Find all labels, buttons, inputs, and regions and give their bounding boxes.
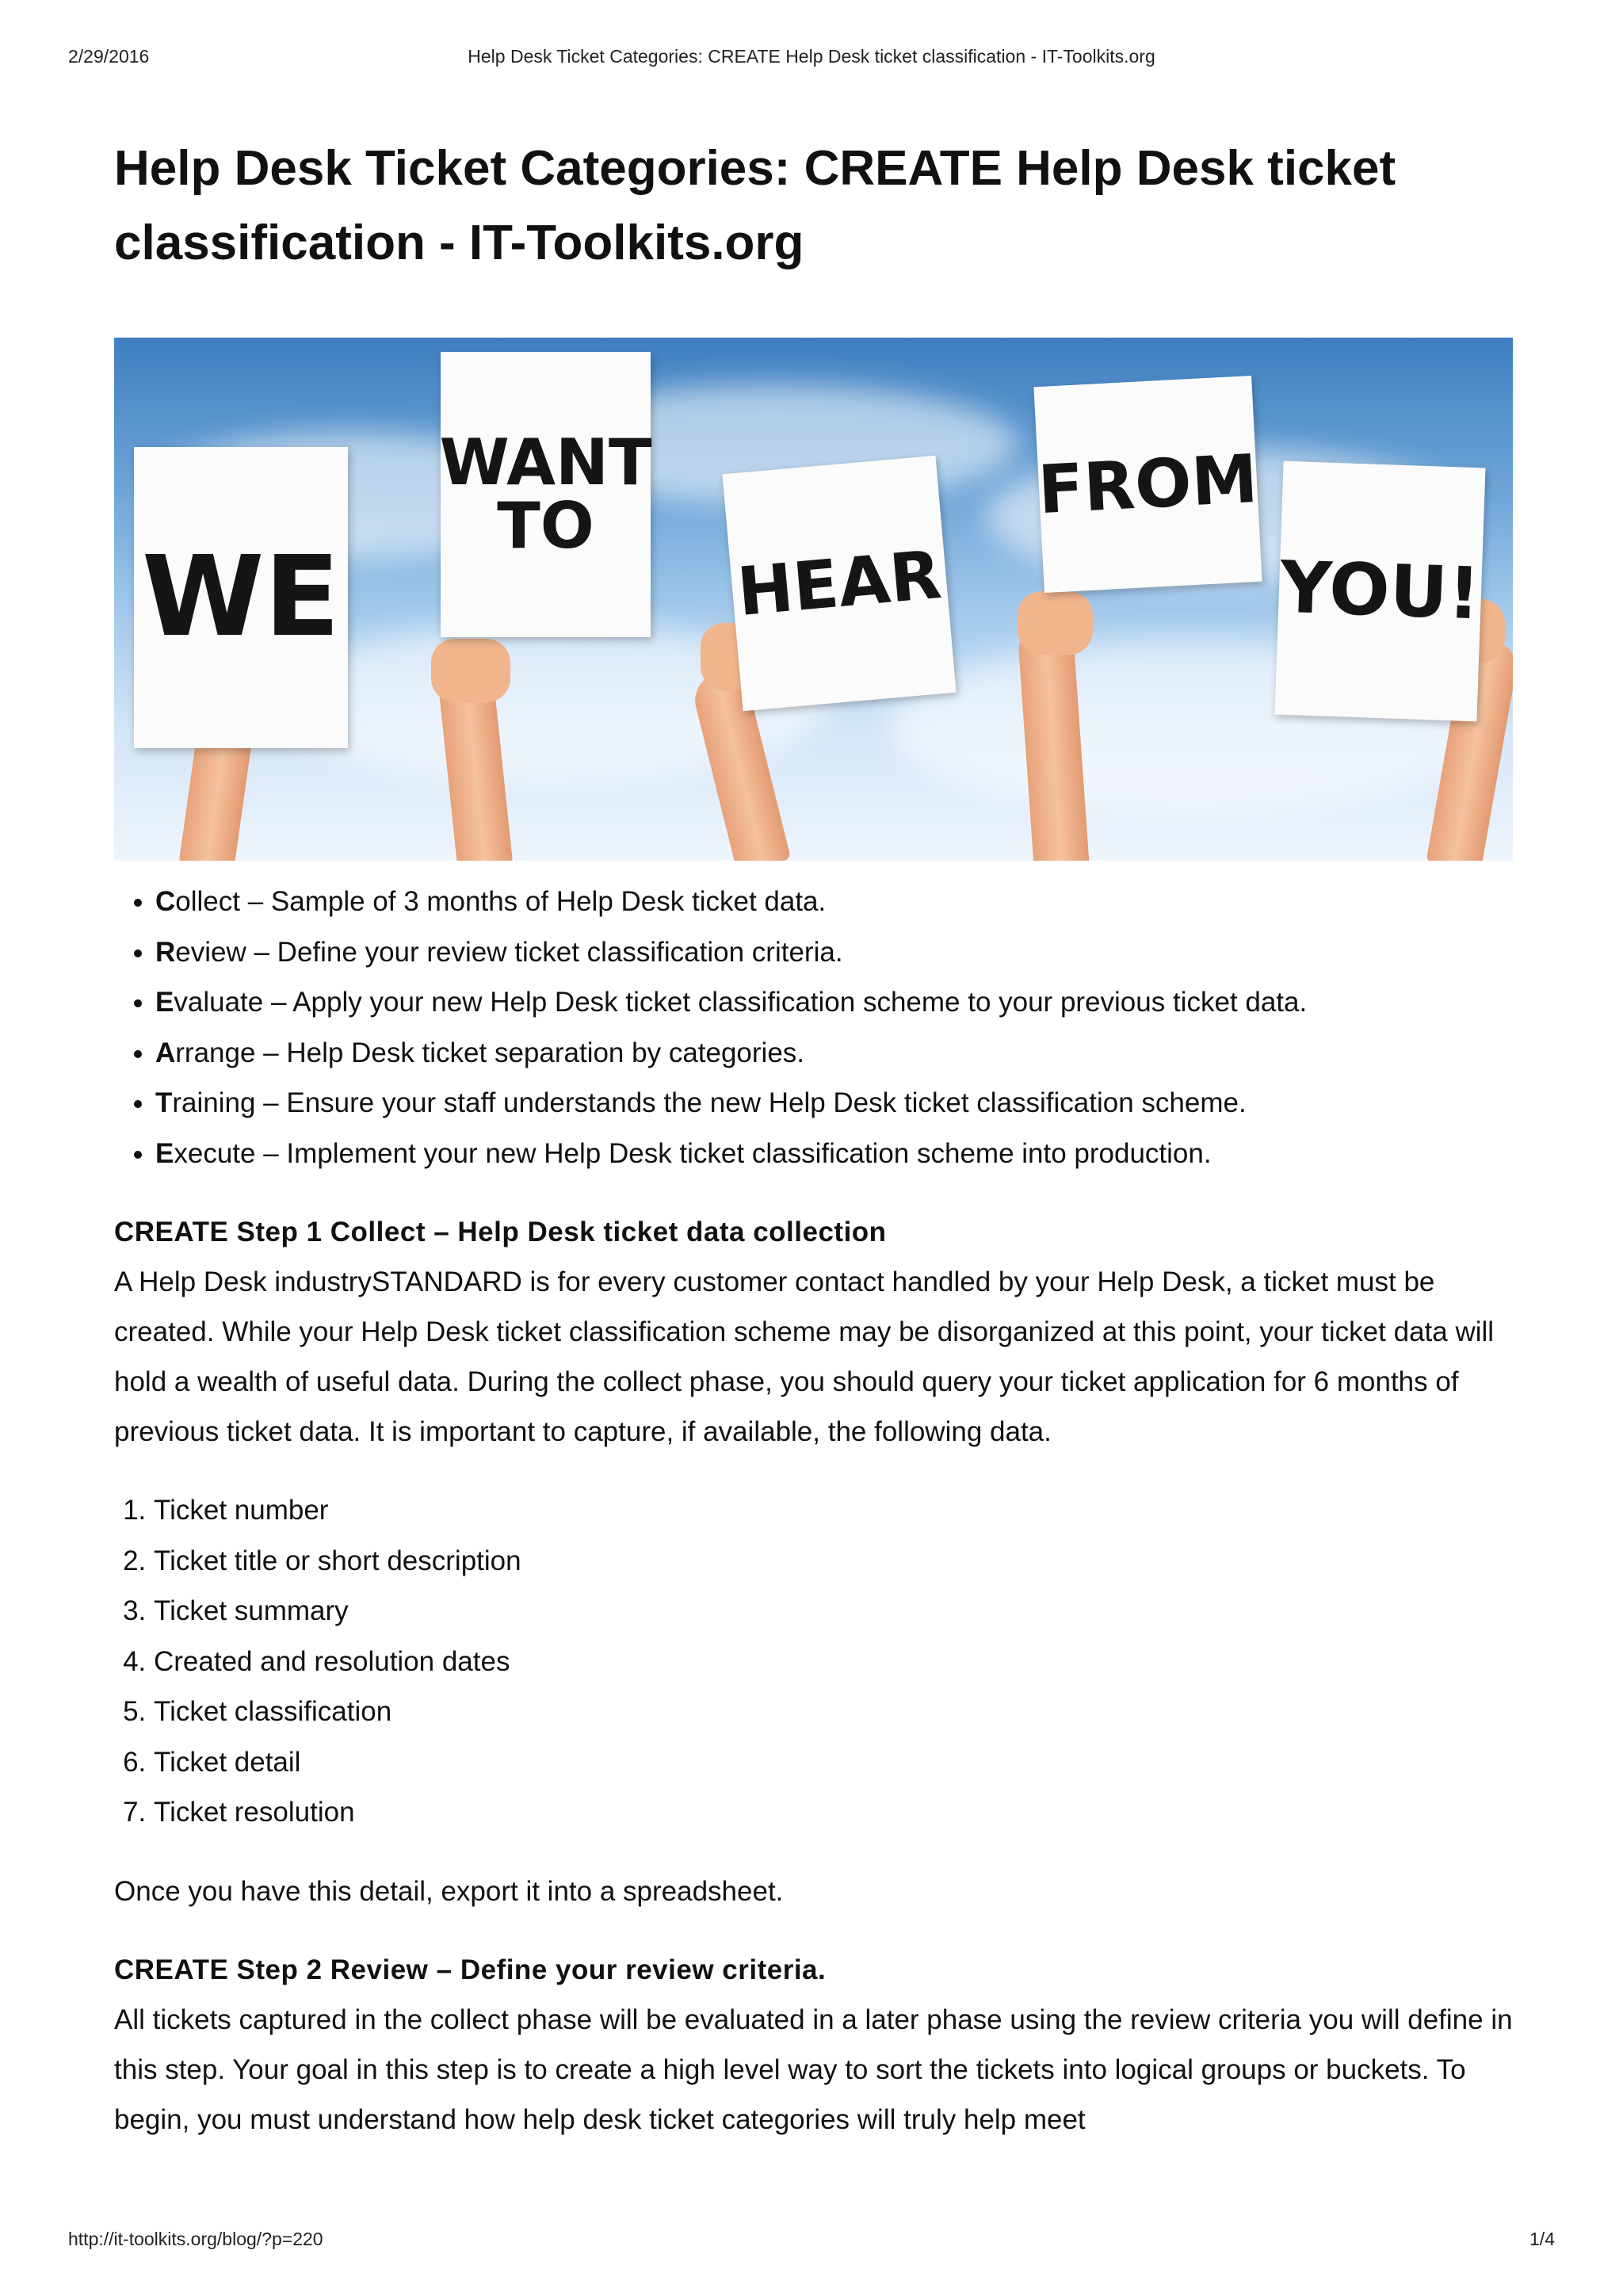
list-item: • Training – Ensure your staff understands the new Help Desk ticket classification scheme.: [155, 1078, 1513, 1129]
step1-after-text: Once you have this detail, export it into a spreadsheet.: [114, 1875, 784, 1907]
page-title: Help Desk Ticket Categories: CREATE Help Desk ticket classification - IT-Toolkits.org: [114, 141, 1396, 270]
page-number: 1/4: [1529, 2229, 1555, 2249]
print-doc-title: Help Desk Ticket Categories: CREATE Help Desk ticket classification - IT-Toolkits.org: [468, 46, 1155, 67]
create-acronym-list: [114, 877, 1513, 1179]
sign-you: YOU!: [1274, 461, 1485, 722]
list-item: 1. Ticket number: [154, 1485, 1513, 1536]
ticket-fields-list: [114, 1485, 1513, 1838]
print-footer: [68, 2229, 1555, 2252]
list-item: 4. Created and resolution dates: [154, 1637, 1513, 1687]
list-item: 6. Ticket detail: [154, 1737, 1513, 1788]
list-item: • Arrange – Help Desk ticket separation by categories.: [155, 1028, 1513, 1079]
list-item: 2. Ticket title or short description: [154, 1536, 1513, 1587]
print-header: [68, 46, 1555, 70]
step2-paragraph: All tickets captured in the collect phase will be evaluated in a later phase using the review criteria you will define in this step. Your goal in this step is to create a high level way to sort the tickets into logical groups or buckets. To begin, you must understand how help desk ticket categories will truly help meet: [114, 2004, 1513, 2135]
sign-we: WE: [134, 447, 348, 748]
step1-heading: CREATE Step 1 Collect – Help Desk ticket data collection: [114, 1217, 887, 1247]
list-item: 7. Ticket resolution: [154, 1787, 1513, 1838]
hero-image: [114, 338, 1513, 861]
sign-hear: HEAR: [722, 456, 956, 711]
step2-heading: CREATE Step 2 Review – Define your review criteria.: [114, 1954, 827, 1985]
footer-url: http://it-toolkits.org/blog/?p=220: [68, 2229, 323, 2249]
list-item: • Review – Define your review ticket classification criteria.: [155, 927, 1513, 978]
sign-from: FROM: [1033, 376, 1262, 593]
print-date: 2/29/2016: [68, 46, 150, 67]
list-item: 3. Ticket summary: [154, 1586, 1513, 1637]
article: [114, 132, 1513, 2145]
list-item: • Evaluate – Apply your new Help Desk ticket classification scheme to your previous ticket data.: [155, 977, 1513, 1028]
sign-want-to: WANT TO: [441, 352, 651, 637]
list-item: • Execute – Implement your new Help Desk ticket classification scheme into production.: [155, 1129, 1513, 1179]
list-item: • Collect – Sample of 3 months of Help Desk ticket data.: [155, 877, 1513, 927]
list-item: 5. Ticket classification: [154, 1687, 1513, 1737]
step1-paragraph: A Help Desk industrySTANDARD is for every customer contact handled by your Help Desk, a ticket must be created. While your Help Desk ticket classification scheme may be disorganized at this point, your ticket data will hold a wealth of useful data. During the collect phase, you should query your ticket application for 6 months of previous ticket data. It is important to capture, if available, the following data.: [114, 1266, 1495, 1447]
